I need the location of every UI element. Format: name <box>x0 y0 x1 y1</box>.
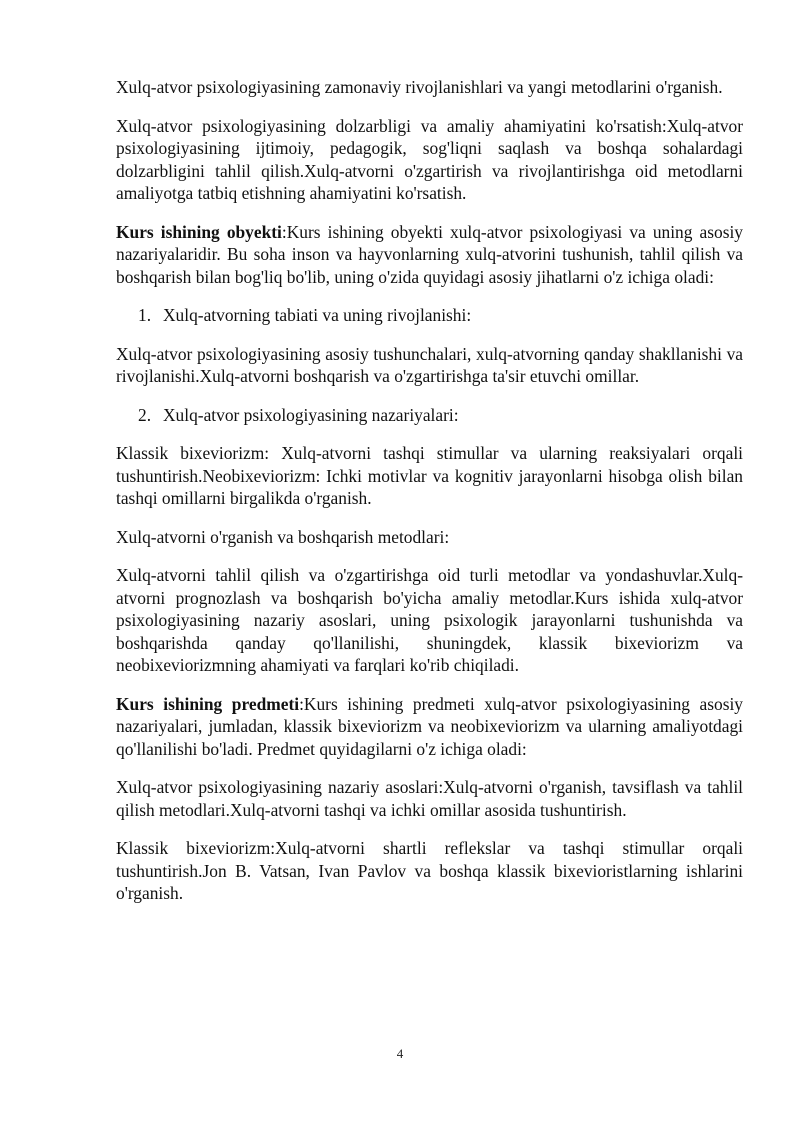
paragraph-basic-concepts: Xulq-atvor psixologiyasining asosiy tushunchalari, xulq-atvorning qanday shakllanishi va rivojlanishi.Xulq-atvorni boshqarish va o'zgartirishga ta'sir etuvchi omillar. <box>116 343 743 386</box>
page-number: 4 <box>396 1046 404 1061</box>
list-item-text: Xulq-atvorning tabiati va uning rivojlanishi: <box>163 305 472 325</box>
course-object-heading: Kurs ishining obyekti <box>116 221 282 242</box>
list-number: 2. <box>138 404 152 425</box>
list-item-2 <box>116 404 743 427</box>
paragraph-theoretical-basis: Xulq-atvor psixologiyasining nazariy asoslari:Xulq-atvorni o'rganish, tavsiflash va tahlil qilish metodlari.Xulq-atvorni tashqi va ichki omillar asosida tushuntirish. <box>116 777 743 820</box>
course-subject-text: :Kurs ishining predmeti xulq-atvor psixologiyasining asosiy nazariyalari, jumladan, klassik bixeviorizm va neobixeviorizm va ularning amaliyotdagi qo'llanilishi bo'ladi. Predmet quyidagilarni o'z ichiga oladi: <box>116 693 744 759</box>
list-number: 1. <box>138 305 152 325</box>
list-item-1 <box>116 304 743 327</box>
paragraph-classical-behaviorism: Klassik bixeviorizm:Xulq-atvorni shartli reflekslar va tashqi stimullar orqali tushuntirish.Jon B. Vatsan, Ivan Pavlov va boshqa klassik bixevioristlarning ishlarini o'rganish. <box>116 838 743 903</box>
paragraph-methods: Xulq-atvorni tahlil qilish va o'zgartirishga oid turli metodlar va yondashuvlar.Xulq-atvorni prognozlash va boshqarish bo'yicha amaliy metodlar.Kurs ishida xulq-atvor psixologiyasining nazariy asoslari, uning psixologik jarayonlarni tushunishda va boshqarishda qanday qo'llanilishi, shuningdek, klassik bixeviorizm va neobixeviorizmning ahamiyati va farqlari ko'rib chiqiladi. <box>116 565 743 675</box>
list-item-text: Xulq-atvor psixologiyasining nazariyalari: <box>163 404 459 425</box>
paragraph-course-subject <box>116 693 743 761</box>
paragraph-behaviorism-theories: Klassik bixeviorizm: Xulq-atvorni tashqi stimullar va ularning reaksiyalari orqali tushuntirish.Neobixeviorizm: Ichki motivlar va kognitiv jarayonlarni hisobga olish bilan tashqi omillarni birgalikda o'rganish. <box>116 443 743 508</box>
paragraph-modern-developments: Xulq-atvor psixologiyasining zamonaviy rivojlanishlari va yangi metodlarini o'rganish. <box>116 77 723 97</box>
paragraph-methods-heading: Xulq-atvorni o'rganish va boshqarish metodlari: <box>116 526 450 547</box>
paragraph-course-object <box>116 221 743 289</box>
paragraph-relevance: Xulq-atvor psixologiyasining dolzarbligi va amaliy ahamiyatini ko'rsatish:Xulq-atvor psixologiyasining ijtimoiy, pedagogik, sog'liqni saqlash va boshqa sohalardagi dolzarbligini tahlil qilish.Xulq-atvorni o'zgartirish va rivojlantirishga oid metodlarni amaliyotga tatbiq etishning ahamiyatini ko'rsatish. <box>116 115 743 203</box>
course-object-text: :Kurs ishining obyekti xulq-atvor psixologiyasi va uning asosiy nazariyalaridir. Bu soha inson va hayvonlarning xulq-atvorini tushunish, tahlil qilish va boshqarish bilan bog'liq bo'lib, uning o'zida quyidagi asosiy jihatlarni o'z ichiga oladi: <box>116 221 744 287</box>
course-subject-heading: Kurs ishining predmeti <box>116 693 300 714</box>
document-page <box>116 76 743 921</box>
